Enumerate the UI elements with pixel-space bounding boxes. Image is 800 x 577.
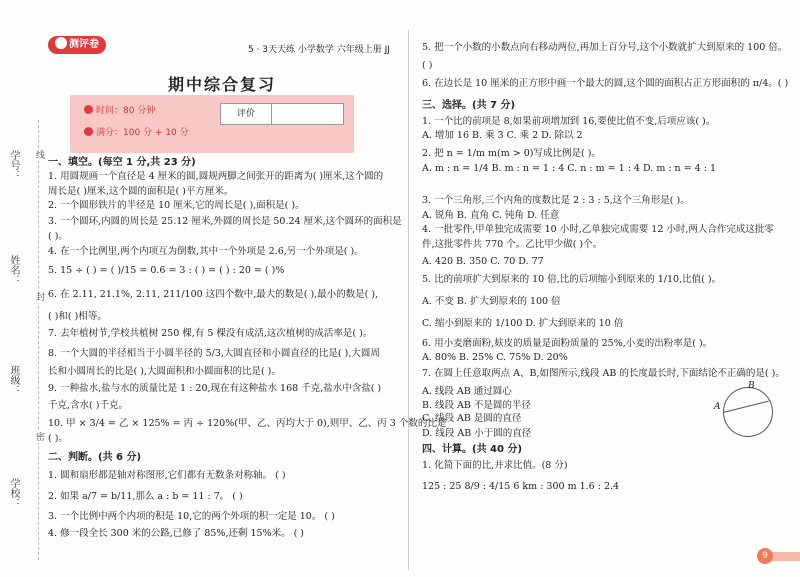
question-line: 3. 一个比例中两个内项的积是 10,它的两个外项的积一定是 10。 ( ) <box>48 511 335 522</box>
question-line: 千克,含水( )千克。 <box>48 400 128 411</box>
question-line: 7. 在圆上任意取两点 A、B,如图所示,线段 AB 的长度最长时,下面结论不正确的是( )。 <box>422 368 785 379</box>
seal-line <box>38 120 39 560</box>
question-line: ( )。 <box>48 231 68 242</box>
question-line: 4. 修一段全长 300 米的公路,已修了 85%,还剩 15%米。 ( ) <box>48 528 305 539</box>
student-number-label: 学号： <box>8 150 19 180</box>
question-line: ( )。 <box>48 433 68 444</box>
question-line: 二、判断。(共 6 分) <box>48 452 142 463</box>
question-line: 3. 一个圆环,内圆的周长是 25.12 厘米,外圆的周长是 50.24 厘米,这个圆环的面积是 <box>48 216 402 227</box>
seal-mark-seal: 封 <box>36 290 45 303</box>
evaluation-box[interactable] <box>220 103 344 125</box>
question-line: D. 线段 AB 小于圆的直径 <box>422 428 532 439</box>
question-line: 周长是( )厘米,这个圆的面积是( )平方厘米。 <box>48 186 234 197</box>
clock-icon <box>84 105 93 114</box>
question-line: 6. 在边长是 10 厘米的正方形中画一个最大的圆,这个圆的面积占正方形面积的 π/4。( ) <box>422 78 789 89</box>
question-line: 5. 15 ÷ ( ) = ( )/15 = 0.6 = 3 : ( ) = ( ) : 20 = ( )% <box>48 265 285 276</box>
question-line: A. 80% B. 25% C. 75% D. 20% <box>422 352 568 363</box>
question-line: A. 增加 16 B. 乘 3 C. 乘 2 D. 除以 2 <box>422 130 583 141</box>
student-name-label: 姓名： <box>8 255 19 285</box>
question-line: B. 线段 AB 不是圆的半径 <box>422 400 531 411</box>
time-info <box>84 103 155 116</box>
question-line: 1. 用圆规画一个直径是 4 厘米的圆,圆规两脚之间张开的距离为( )厘米,这个圆的 <box>48 171 384 182</box>
question-line: 三、选择。(共 7 分) <box>422 100 516 111</box>
question-line: 5. 比的前项扩大到原来的 10 倍,比的后项缩小到原来的 1/10,比值( )。 <box>422 274 722 285</box>
page-title: 期中综合复习 <box>168 75 277 94</box>
question-line: 8. 一个大圆的半径相当于小圆半径的 5/3,大圆直径和小圆直径的比是( ),大圆周 <box>48 348 380 359</box>
page-number: 9 <box>757 548 773 564</box>
score-text: 满分：100 分 + 10 分 <box>96 128 189 138</box>
question-line: A. 420 B. 350 C. 70 D. 77 <box>422 256 544 267</box>
badge-label: 测评卷 <box>69 39 99 50</box>
mascot-icon <box>55 37 67 49</box>
question-line: A. 锐角 B. 直角 C. 钝角 D. 任意 <box>422 210 560 221</box>
circle-figure <box>723 387 773 437</box>
binding-margin <box>0 0 46 577</box>
time-text: 时间：80 分钟 <box>96 106 156 116</box>
question-line: 6. 在 2.11, 21.1%, 2.11, 211/100 这四个数中,最大的数是( ),最小的数是( ), <box>48 289 379 300</box>
question-line: 10. 甲 × 3/4 = 乙 × 125% = 丙 ÷ 120%(甲、乙、丙均大于 0),则甲、乙、丙 3 个数的比是 <box>48 418 447 429</box>
question-line: 1. 一个比的前项是 8,如果前项增加到 16,要使比值不变,后项应该( )。 <box>422 116 716 127</box>
question-line: C. 缩小到原来的 1/100 D. 扩大到原来的 10 倍 <box>422 318 624 329</box>
question-line: 长和小圆周长的比是( ),大圆面积和小圆面积的比是( )。 <box>48 366 281 377</box>
question-line: ( ) <box>422 60 433 71</box>
book-header: 5 · 3天天练 小学数学 六年级上册 JJ <box>248 45 390 55</box>
question-line: 2. 如果 a/7 = b/11,那么 a : b = 11 : 7。 ( ) <box>48 491 243 502</box>
question-line: 1. 化简下面的比,并求比值。(8 分) <box>422 460 568 471</box>
question-line: 1. 圆和扇形都是轴对称图形,它们都有无数条对称轴。 ( ) <box>48 470 286 481</box>
column-divider <box>408 30 409 570</box>
question-line: A. 线段 AB 通过圆心 <box>422 386 512 397</box>
info-box <box>70 95 354 153</box>
question-line: C. 线段 AB 是圆的直径 <box>422 413 522 424</box>
question-line: 四、计算。(共 40 分) <box>422 444 523 455</box>
question-line: A. m : n = 1/4 B. m : n = 1 : 4 C. n : m = 1 : 4 D. m : n = 4 : 1 <box>422 163 717 174</box>
evaluation-label: 评价 <box>221 104 272 124</box>
school-label: 学校： <box>8 478 19 508</box>
question-line: 2. 一个圆形铁片的半径是 10 厘米,它的周长是( ),面积是( )。 <box>48 200 305 211</box>
question-line: 2. 把 n = 1/m m(m > 0)写成比例是( )。 <box>422 148 601 159</box>
question-line: 件,这批零件共 770 个。乙比甲少做( )个。 <box>422 239 603 250</box>
question-line: 9. 一种盐水,盐与水的质量比是 1 : 20,现在有这种盐水 168 千克,盐水中含盐( ) <box>48 383 382 394</box>
seal-mark-secret: 密 <box>36 430 45 443</box>
question-line: 7. 去年植树节,学校共植树 250 棵,有 5 棵没有成活,这次植树的成活率是( )。 <box>48 328 373 339</box>
score-info <box>84 125 189 138</box>
question-line: 125 : 25 8/9 : 4/15 6 km : 300 m 1.6 : 2.4 <box>422 481 620 492</box>
question-line: 一、填空。(每空 1 分,共 23 分) <box>48 157 196 168</box>
question-line: 6. 用小麦磨面粉,麸皮的质量是面粉质量的 25%,小麦的出粉率是( )。 <box>422 338 713 349</box>
question-line: ( )和( )相等。 <box>48 311 107 322</box>
point-a-label: A <box>714 402 721 412</box>
check-icon <box>84 127 93 136</box>
seal-mark-line: 线 <box>36 148 45 161</box>
question-line: A. 不变 B. 扩大到原来的 100 倍 <box>422 296 561 307</box>
question-line: 4. 在一个比例里,两个内项互为倒数,其中一个外项是 2.6,另一个外项是( )。 <box>48 246 364 257</box>
question-line: 3. 一个三角形,三个内角的度数比是 2 : 3 : 5,这个三角形是( )。 <box>422 195 690 206</box>
class-label: 班级： <box>8 365 19 395</box>
test-badge <box>48 36 106 54</box>
point-b-label: B <box>748 381 755 391</box>
question-line: 4. 一批零件,甲单独完成需要 10 小时,乙单独完成需要 12 小时,两人合作完成这批零 <box>422 224 774 235</box>
question-line: 5. 把一个小数的小数点向右移动两位,再加上百分号,这个小数就扩大到原来的 100 倍。 <box>422 42 788 53</box>
